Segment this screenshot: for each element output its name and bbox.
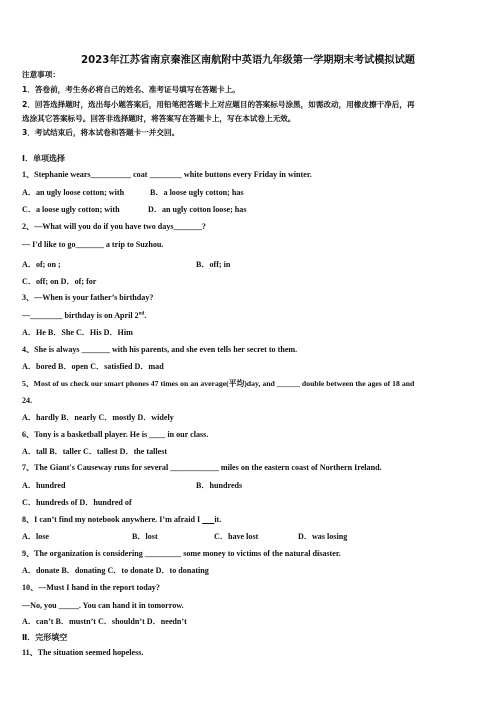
options-row: A．He B．She C．His D．Him: [22, 328, 133, 337]
question-stem: 6、Tony is a basketball player. He is ____ in our class.: [22, 430, 209, 439]
option-b: B．off; in: [196, 260, 231, 269]
option-a: A．of; on ;: [22, 260, 61, 269]
option-d: D．an ugly cotton loose; has: [148, 205, 247, 214]
question-stem: 10、—Must I hand in the report today?: [22, 583, 160, 592]
question-stem: 1、Stephanie wears__________ coat ________ white buttons every Friday in winter.: [22, 170, 312, 179]
notice-item: 3．考试结束后，将本试卷和答题卡一并交回。: [22, 128, 180, 137]
options-cd: C．hundreds of D．hundred of: [22, 498, 132, 507]
question-stem: 7、The Giant's Causeway runs for several ____________ miles on the eastern coast of Northern Ireland.: [22, 463, 382, 472]
option-a: A．lose: [22, 532, 49, 541]
question-stem: 2、—What will you do if you have two days_______?: [22, 222, 206, 231]
options-row: A．hardly B．nearly C．mostly D．widely: [22, 413, 174, 422]
question-line: 24.: [22, 396, 33, 405]
options-row: A．tall B．taller C．tallest D．the tallest: [22, 447, 168, 456]
options-row: A．can’t B．mustn’t C．shouldn’t D．needn’t: [22, 617, 187, 626]
option-c: C．a loose ugly cotton; with: [22, 205, 120, 214]
section-heading: Ⅰ．单项选择: [22, 154, 65, 163]
question-stem: 5、Most of us check our smart phones 47 times on an average(平均)day, and ______ double between the ages of 18 and: [22, 379, 415, 388]
options-row: A．donate B．donating C．to donate D．to donating: [22, 566, 209, 575]
question-stem: [22, 515, 221, 525]
answer-blank: [202, 515, 214, 524]
options-cd: C．off; on D．of; for: [22, 277, 97, 286]
option-b: B．a loose ugly cotton; has: [150, 188, 244, 197]
question-line: —No, you _____. You can hand it in tomorrow.: [22, 601, 184, 610]
options-row: A．bored B．open C．satisfied D．mad: [22, 362, 164, 371]
option-a: A．an ugly loose cotton; with: [22, 188, 125, 197]
option-a: A．hundred: [22, 481, 66, 490]
question-line: — I'd like to go_______ a trip to Suzhou.: [22, 240, 164, 249]
question-stem: 3、—When is your father’s birthday?: [22, 293, 154, 302]
question-stem: 11、The situation seemed hopeless.: [22, 648, 144, 657]
notice-heading: 注意事项：: [22, 70, 60, 79]
section-heading: Ⅱ．完形填空: [22, 633, 68, 642]
notice-item: 选涂其它答案标号。回答非选择题时，将答案写在答题卡上，写在本试卷上无效。: [22, 114, 296, 123]
option-c: C．have lost: [214, 532, 259, 541]
ordinal-suffix: nd: [138, 311, 145, 317]
page-title: 2023年江苏省南京秦淮区南航附中英语九年级第一学期期末考试模拟试题: [81, 55, 415, 66]
question-stem: 9、The organization is considering _________ some money to victims of the natural disaster.: [22, 549, 341, 558]
question-line-text: —________ birthday is on April 2: [22, 311, 139, 320]
question-line-end: .: [144, 311, 147, 320]
option-d: D．was losing: [298, 532, 348, 541]
question-text-end: it.: [214, 515, 222, 524]
notice-item: 1．答卷前，考生务必将自己的姓名、准考证号填写在答题卡上。: [22, 85, 240, 94]
option-b: B．lost: [132, 532, 158, 541]
question-stem: 4、She is always _______ with his parents, and she even tells her secret to them.: [22, 345, 298, 354]
question-text: 8、I can’t find my notebook anywhere. I’m afraid I: [22, 515, 203, 524]
notice-item: 2．回答选择题时，选出每小题答案后，用铅笔把答题卡上对应题目的答案标号涂黑，如需改动，用橡皮擦干净后，再: [22, 100, 415, 109]
question-line: [22, 311, 146, 321]
option-b: B．hundreds: [196, 481, 243, 490]
